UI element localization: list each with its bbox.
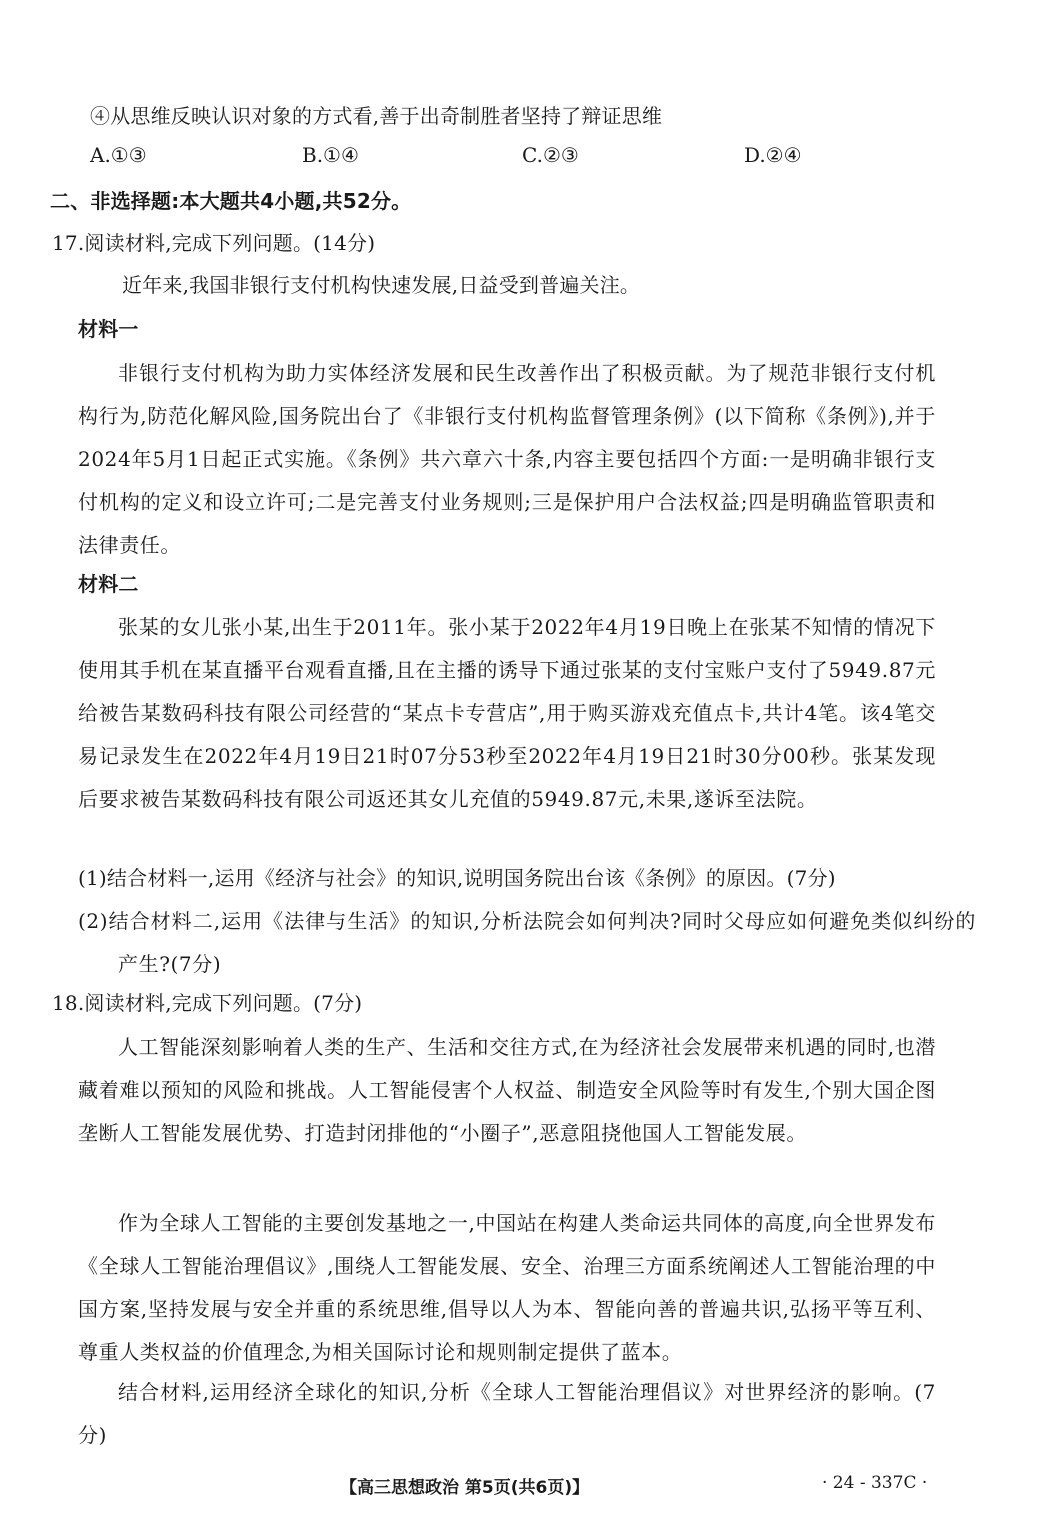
option-c: C.②③ <box>522 143 579 167</box>
section-heading: 二、非选择题:本大题共4小题,共52分。 <box>50 189 412 213</box>
option-d: D.②④ <box>744 143 802 167</box>
q18-para2: 作为全球人工智能的主要创发基地之一,中国站在构建人类命运共同体的高度,向全世界发布《全球人工智能治理倡议》,围绕人工智能发展、安全、治理三方面系统阐述人工智能治理的中国方案,坚持发展与安全并重的系统思维,倡导以人为本、智能向善的普遍共识,弘扬平等互利、尊重人类权益的价值理念,为相关国际讨论和规则制定提供了蓝本。 <box>78 1211 936 1364</box>
footer-page-info: 【高三思想政治 第5页(共6页)】 <box>340 1478 590 1498</box>
material2-text: 张某的女儿张小某,出生于2011年。张小某于2022年4月19日晚上在张某不知情的情况下使用其手机在某直播平台观看直播,且在主播的诱导下通过张某的支付宝账户支付了5949.87元给被告某数码科技有限公司经营的“某点卡专营店”,用于购买游戏充值点卡,共计4笔。该4笔交易记录发生在2022年4月19日21时07分53秒至2022年4月19日21时30分00秒。张某发现后要求被告某数码科技有限公司返还其女儿充值的5949.87元,未果,遂诉至法院。 <box>78 615 936 811</box>
footer-code: · 24 - 337C · <box>822 1473 928 1493</box>
material2-label: 材料二 <box>78 572 139 596</box>
statement-4: ④从思维反映认识对象的方式看,善于出奇制胜者坚持了辩证思维 <box>90 104 663 128</box>
material1-text: 非银行支付机构为助力实体经济发展和民生改善作出了积极贡献。为了规范非银行支付机构行为,防范化解风险,国务院出台了《非银行支付机构监督管理条例》(以下简称《条例》),并于2024年5月1日起正式实施。《条例》共六章六十条,内容主要包括四个方面:一是明确非银行支付机构的定义和设立许可;二是完善支付业务规则;三是保护用户合法权益;四是明确监管职责和法律责任。 <box>78 361 936 557</box>
option-b: B.①④ <box>302 143 359 167</box>
option-a: A.①③ <box>90 143 147 167</box>
q18-title: 18.阅读材料,完成下列问题。(7分) <box>52 991 363 1015</box>
q18-question: 结合材料,运用经济全球化的知识,分析《全球人工智能治理倡议》对世界经济的影响。(7分) <box>78 1380 936 1447</box>
q17-sub2: (2)结合材料二,运用《法律与生活》的知识,分析法院会如何判决?同时父母应如何避免类似纠纷的产生?(7分) <box>78 909 976 976</box>
q17-title: 17.阅读材料,完成下列问题。(14分) <box>52 231 376 255</box>
material1-label: 材料一 <box>78 317 139 341</box>
q17-sub1: (1)结合材料一,运用《经济与社会》的知识,说明国务院出台该《条例》的原因。(7分) <box>78 866 836 890</box>
q17-intro: 近年来,我国非银行支付机构快速发展,日益受到普遍关注。 <box>122 273 641 297</box>
q18-para1: 人工智能深刻影响着人类的生产、生活和交往方式,在为经济社会发展带来机遇的同时,也潜藏着难以预知的风险和挑战。人工智能侵害个人权益、制造安全风险等时有发生,个别大国企图垄断人工智能发展优势、打造封闭排他的“小圈子”,恶意阻挠他国人工智能发展。 <box>78 1035 936 1145</box>
